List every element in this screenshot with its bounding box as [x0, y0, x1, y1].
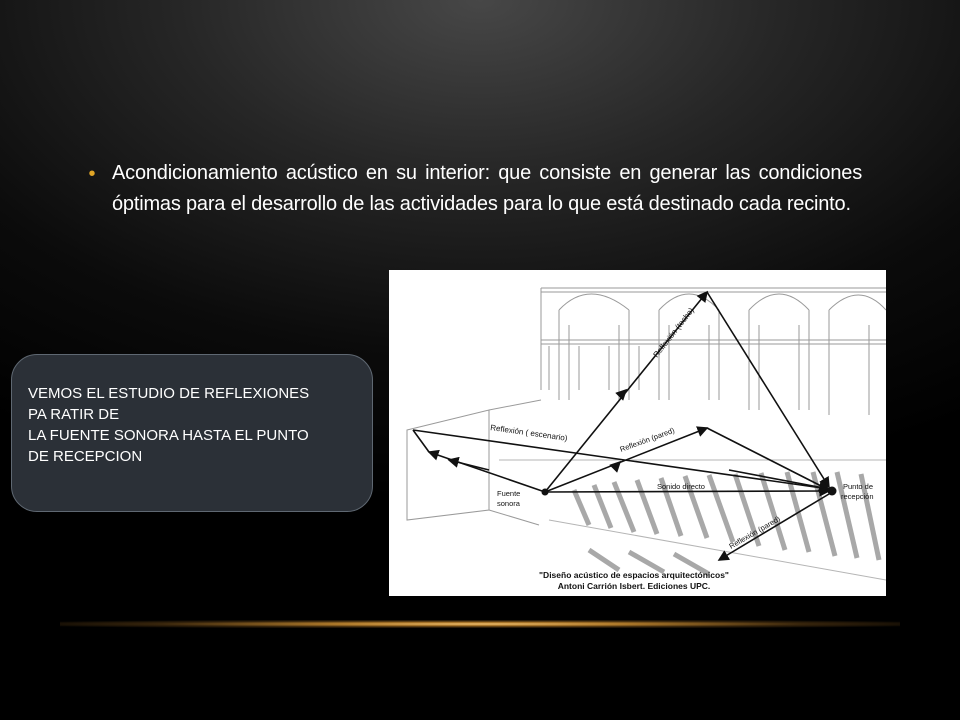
diagram-svg: [389, 270, 886, 596]
label-punto-line1: Punto de: [843, 482, 874, 491]
callout-line-4: DE RECEPCION: [28, 448, 143, 465]
hall-sketch: [407, 288, 886, 580]
label-punto-line2: recepción: [841, 492, 874, 501]
receiver-point: [828, 487, 837, 496]
label-reflexion-techo: Reflexión (techo): [651, 306, 696, 360]
label-reflexion-pared-upper: Reflexión (pared): [618, 425, 676, 454]
bottom-gold-line: [60, 620, 900, 628]
bullet-point: [72, 158, 862, 220]
bullet-text: Acondicionamiento acústico en su interior: que consiste en generar las condiciones óptimas para el desarrollo de las actividades para lo que está destinado cada recinto.: [112, 162, 862, 215]
source-point: [542, 489, 549, 496]
callout-box: [11, 354, 373, 512]
label-reflexion-pared-lower: Reflexión (pared): [727, 514, 782, 551]
callout-line-3: LA FUENTE SONORA HASTA EL PUNTO: [28, 427, 309, 444]
label-fuente-line1: Fuente: [497, 489, 521, 498]
acoustic-reflection-diagram: [389, 270, 886, 596]
caption-line-1: "Diseño acústico de espacios arquitectónicos": [539, 570, 729, 580]
callout-line-2: PA RATIR DE: [28, 406, 120, 423]
bullet-marker: •: [88, 163, 96, 185]
label-reflexion-escenario: Reflexión ( escenario): [489, 423, 569, 443]
callout-line-1: VEMOS EL ESTUDIO DE REFLEXIONES: [28, 385, 310, 402]
caption-line-2: Antoni Carrión Isbert. Ediciones UPC.: [557, 581, 711, 591]
label-fuente-line2: sonora: [497, 499, 520, 508]
label-sonido-directo: Sonido directo: [657, 482, 705, 491]
